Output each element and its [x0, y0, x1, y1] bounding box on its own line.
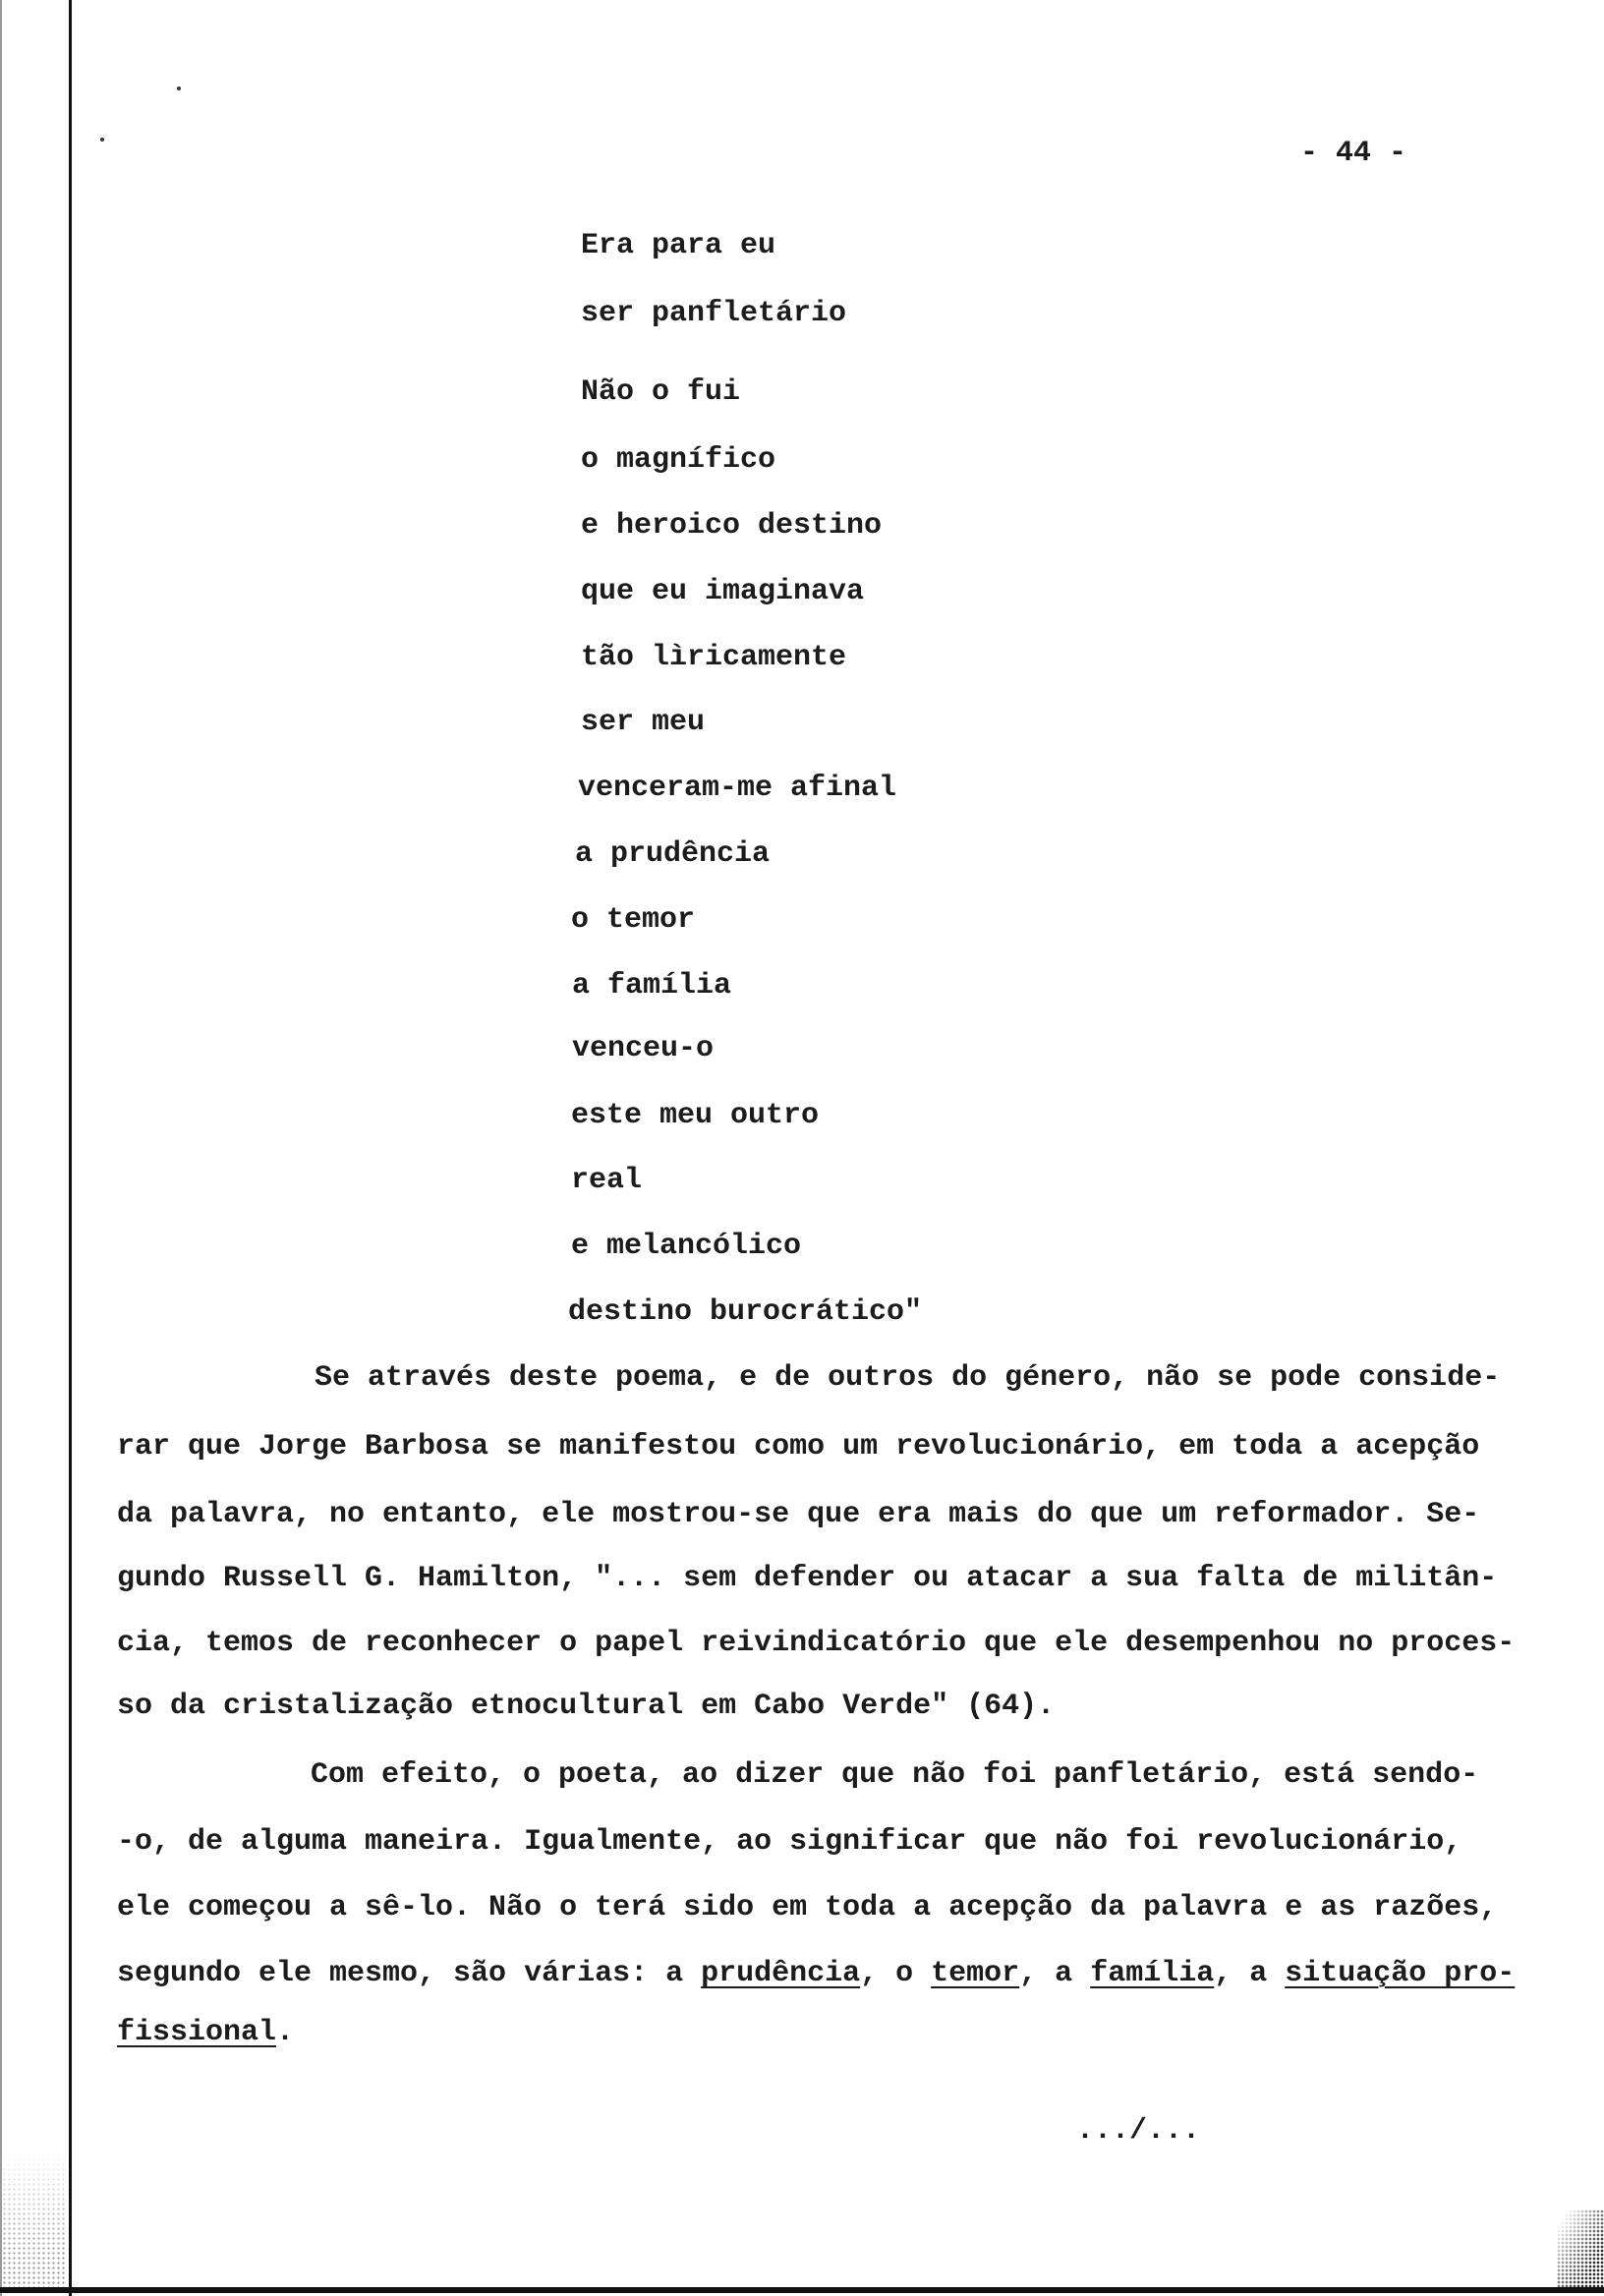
- scan-speck: [100, 138, 104, 142]
- poem-line: venceu-o: [572, 1032, 715, 1065]
- poem-line: o temor: [571, 903, 696, 937]
- scan-border-bottom: [0, 2287, 1604, 2293]
- scan-noise-corner-left: [2, 2152, 67, 2287]
- paragraph-line: da palavra, no entanto, ele mostrou-se que era mais do que um reformador. Se-: [117, 1498, 1480, 1531]
- poem-line: venceram-me afinal: [578, 772, 897, 805]
- poem-line: e melancólico: [571, 1230, 802, 1263]
- poem-line: que eu imaginava: [581, 575, 865, 608]
- paragraph-line: Com efeito, o poeta, ao dizer que não foi panfletário, está sendo-: [311, 1758, 1479, 1792]
- poem-line: destino burocrático": [568, 1295, 923, 1329]
- paragraph-line: so da cristalização etnocultural em Cabo Verde" (64).: [117, 1690, 1056, 1723]
- continuation-marker: .../...: [1076, 2114, 1201, 2148]
- poem-line: o magnífico: [581, 443, 776, 477]
- poem-line: a prudência: [575, 837, 771, 871]
- paragraph-line: -o, de alguma maneira. Igualmente, ao significar que não foi revolucionário,: [117, 1825, 1462, 1859]
- text-segment: .: [276, 2016, 295, 2049]
- text-segment: , a: [1214, 1957, 1286, 1990]
- underlined-word: temor: [931, 1957, 1020, 1990]
- poem-line: a família: [572, 969, 732, 1003]
- underlined-word: prudência: [701, 1957, 861, 1990]
- paragraph-line: gundo Russell G. Hamilton, "... sem defender ou atacar a sua falta de militân-: [117, 1562, 1498, 1595]
- scan-noise-corner: [1557, 2210, 1604, 2287]
- text-segment: , o: [860, 1957, 932, 1990]
- text-segment: , a: [1019, 1957, 1091, 1990]
- text-segment: segundo ele mesmo, são várias: a: [117, 1957, 702, 1990]
- paragraph-line: [117, 1959, 1515, 1988]
- poem-line: este meu outro: [571, 1099, 820, 1132]
- poem-line: e heroico destino: [581, 509, 883, 543]
- poem-line: Era para eu: [581, 229, 776, 262]
- poem-line: tão lìricamente: [581, 641, 847, 674]
- underlined-word: família: [1090, 1957, 1215, 1990]
- scan-border-left: [69, 0, 72, 2296]
- poem-line: real: [571, 1164, 643, 1197]
- scan-border-edge: [0, 0, 2, 2296]
- poem-line: Não o fui: [581, 375, 741, 409]
- paragraph-line: cia, temos de reconhecer o papel reivindicatório que ele desempenhou no proces-: [117, 1627, 1516, 1660]
- paragraph-line: ele começou a sê-lo. Não o terá sido em toda a acepção da palavra e as razões,: [117, 1891, 1498, 1924]
- underlined-word: fissional: [117, 2016, 277, 2049]
- paragraph-line: [117, 2018, 294, 2047]
- scan-speck: [177, 86, 181, 90]
- underlined-word: situação pro-: [1285, 1957, 1516, 1990]
- page-number: - 44 -: [1300, 137, 1407, 170]
- paragraph-line: Se através deste poema, e de outros do género, não se pode conside-: [315, 1361, 1501, 1395]
- paragraph-line: rar que Jorge Barbosa se manifestou como um revolucionário, em toda a acepção: [117, 1430, 1480, 1464]
- poem-line: ser meu: [581, 706, 706, 739]
- poem-line: ser panfletário: [581, 297, 847, 330]
